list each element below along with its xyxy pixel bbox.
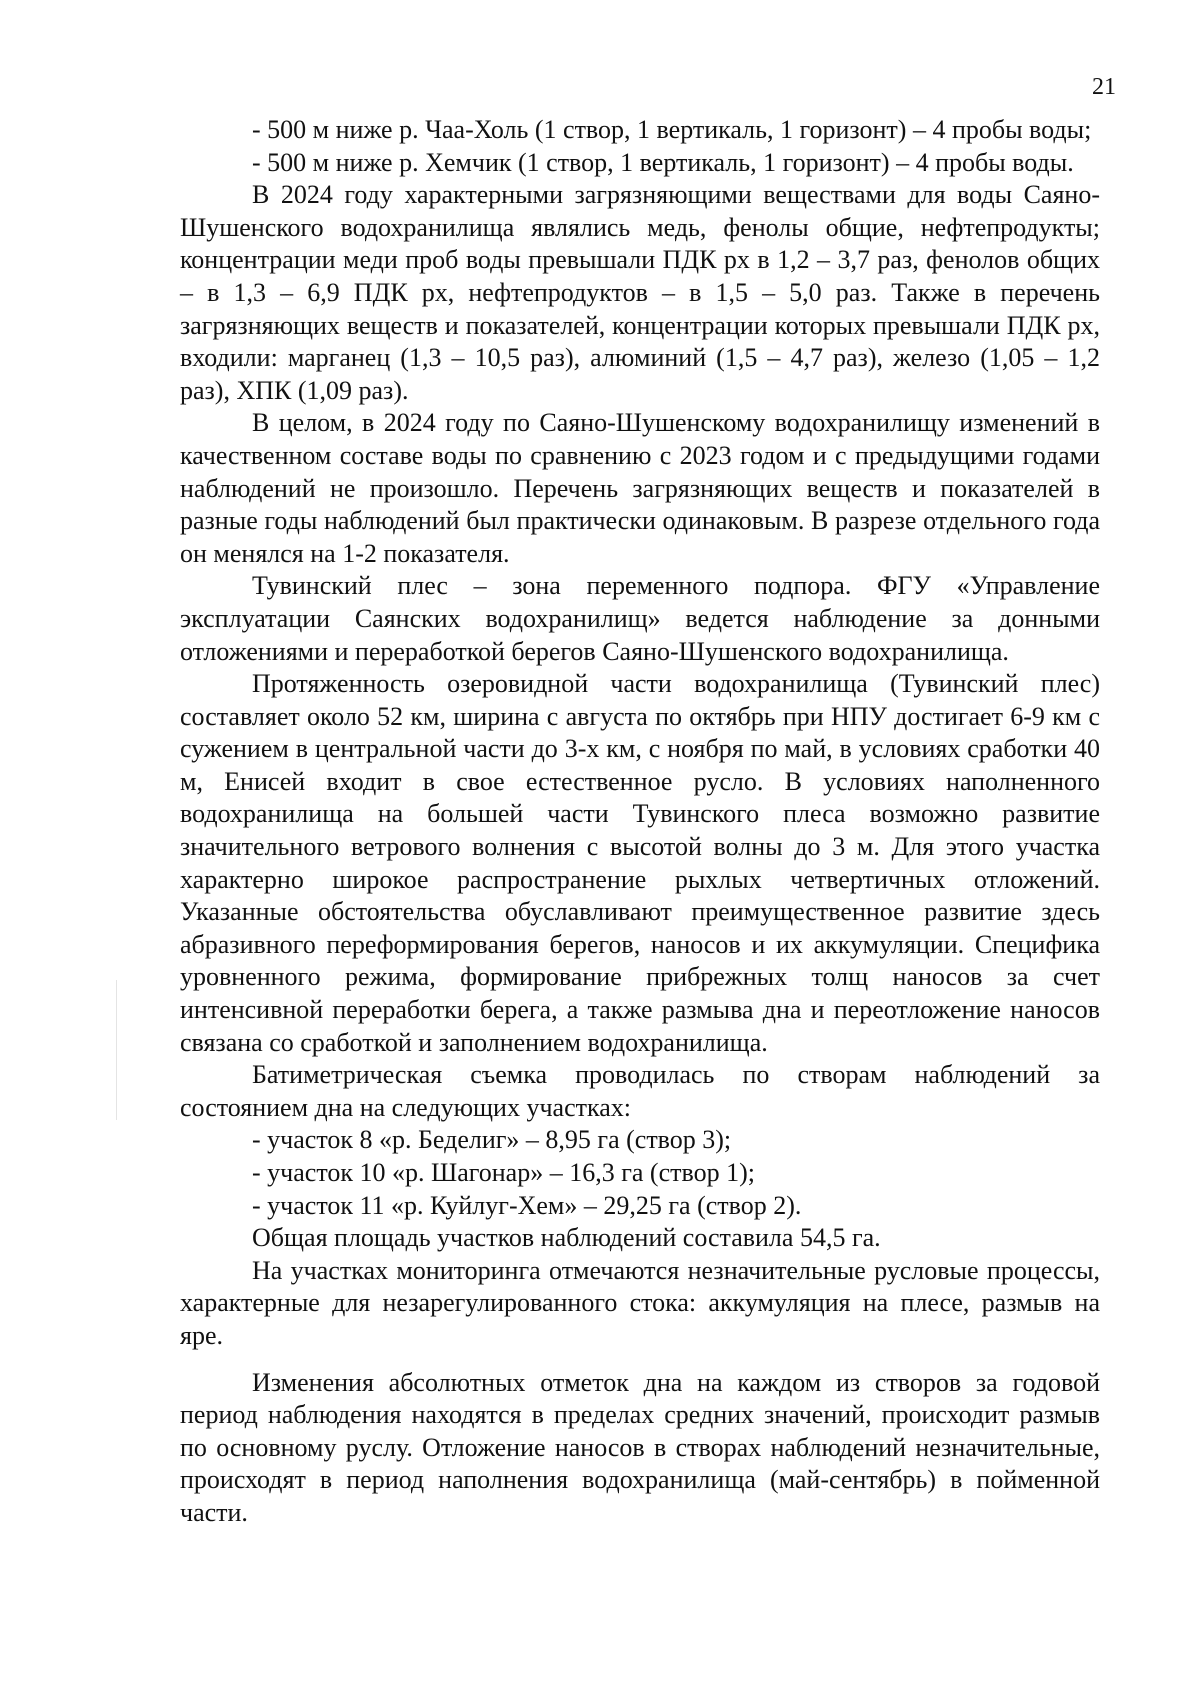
page-number: 21 [1092, 74, 1116, 100]
paragraph-monitoring-processes: На участках мониторинга отмечаются незначительные русловые процессы, характерные для незарегулированного стока: аккумуляция на плесе, размыв на яре. [180, 1255, 1100, 1350]
paragraph-tuva-reach: Тувинский плес – зона переменного подпора. ФГУ «Управление эксплуатации Саянских водохранилищ» ведется наблюдение за донными отложениями и переработкой берегов Саяно-Шушенского водохранилища. [180, 571, 1100, 666]
paragraph-bathymetric-survey: Батиметрическая съемка проводилась по створам наблюдений за состоянием дна на следующих участках: [180, 1060, 1100, 1122]
list-item-plot-10: - участок 10 «р. Шагонар» – 16,3 га (створ 1); [252, 1158, 755, 1187]
paragraph-khemchik: - 500 м ниже р. Хемчик (1 створ, 1 вертикаль, 1 горизонт) – 4 пробы воды. [252, 147, 1074, 177]
paragraph-pollutants-2024: В 2024 году характерными загрязняющими веществами для воды Саяно-Шушенского водохранилища являлись медь, фенолы общие, нефтепродукты; концентрации меди проб воды превышали ПДК рх в 1,2 – 3,7 раз, фенолов общих – в 1,3 – 6,9 ПДК рх, нефтепродуктов – в 1,5 – 5,0 раз. Также в перечень загрязняющих веществ и показателей, концентрации которых превышали ПДК рх, входили: марганец (1,3 – 10,5 раз), алюминий (1,5 – 4,7 раз), железо (1,05 – 1,2 раз), ХПК (1,09 раз). [180, 180, 1100, 405]
paragraph-overall-2024: В целом, в 2024 году по Саяно-Шушенскому водохранилищу изменений в качественном составе воды по сравнению с 2023 годом и с предыдущими годами наблюдений не произошло. Перечень загрязняющих веществ и показателей в разные годы наблюдений был практически одинаковым. В разрезе отдельного года он менялся на 1-2 показателя. [180, 408, 1100, 568]
paragraph-lake-section-length: Протяженность озеровидной части водохранилища (Тувинский плес) составляет около 52 км, ширина с августа по октябрь при НПУ достигает 6-9 км с сужением в центральной части до 3-х км, с ноября по май, в условиях сработки 40 м, Енисей входит в свое естественное русло. В условиях наполненного водохранилища на большей части Тувинского плеса возможно развитие значительного ветрового волнения с высотой волны до 3 м. Для этого участка характерно широкое распространение рыхлых четвертичных отложений. Указанные обстоятельства обуславливают преимущественное развитие здесь абразивного переформирования берегов, наносов и их аккумуляции. Специфика уровненного режима, формирование прибрежных толщ наносов за счет интенсивной переработки берега, а также размыва дна и переотложение наносов связана со сработкой и заполнением водохранилища. [180, 669, 1100, 1057]
scan-artifact-line [116, 980, 117, 1120]
page-body [180, 114, 1100, 1530]
list-item-plot-8: - участок 8 «р. Беделиг» – 8,95 га (створ 3); [252, 1125, 732, 1155]
total-area-line: Общая площадь участков наблюдений составила 54,5 га. [252, 1223, 881, 1253]
list-item-plot-11: - участок 11 «р. Куйлуг-Хем» – 29,25 га (створ 2). [252, 1190, 802, 1220]
paragraph-chaa-khol: - 500 м ниже р. Чаа-Холь (1 створ, 1 вертикаль, 1 горизонт) – 4 пробы воды; [252, 115, 1092, 144]
paragraph-bottom-changes: Изменения абсолютных отметок дна на каждом из створов за годовой период наблюдения находятся в пределах средних значений, происходит размыв по основному руслу. Отложение наносов в створах наблюдений незначительные, происходят в период наполнения водохранилища (май-сентябрь) в пойменной части. [180, 1367, 1100, 1527]
